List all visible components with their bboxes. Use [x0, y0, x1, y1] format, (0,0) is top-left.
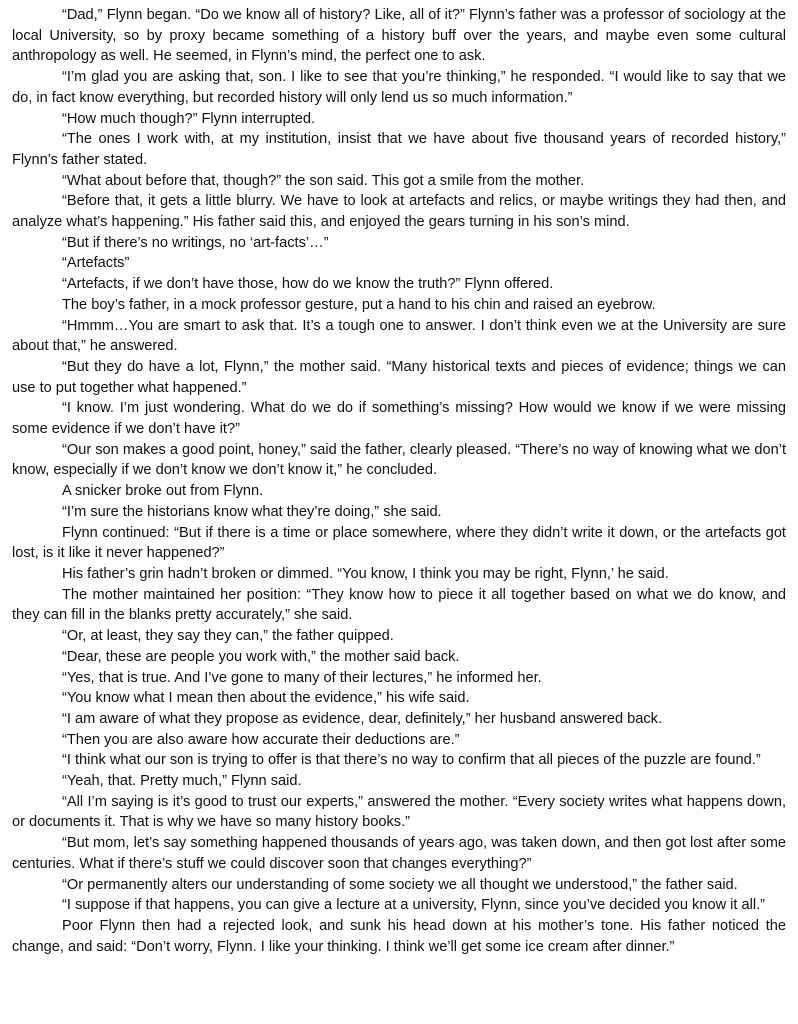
- paragraph: The boy’s father, in a mock professor gesture, put a hand to his chin and raised an eyebrow.: [62, 296, 656, 313]
- paragraph: “I know. I’m just wondering. What do we do if something’s missing? How would we know if we were missing some evidence if we don’t have it?”: [12, 400, 786, 438]
- paragraph: Flynn continued: “But if there is a time or place somewhere, where they didn’t write it down, or the artefacts got lost, is it like it never happened?”: [12, 524, 786, 562]
- paragraph: “Or permanently alters our understanding of some society we all thought we understood,” the father said.: [62, 876, 738, 893]
- paragraph: “Before that, it gets a little blurry. We have to look at artefacts and relics, or maybe writings they had then, and analyze what’s happening.” His father said this, and enjoyed the gears turning in his son’s mind.: [12, 193, 786, 231]
- paragraph: “But mom, let’s say something happened thousands of years ago, was taken down, and then got lost after some centuries. What if there’s stuff we could discover soon that changes everything?”: [12, 835, 786, 872]
- paragraph: “How much though?” Flynn interrupted.: [62, 110, 316, 127]
- paragraph: “But they do have a lot, Flynn,” the mother said. “Many historical texts and pieces of evidence; things we can use to put together what happened.”: [12, 358, 786, 396]
- paragraph: “Dear, these are people you work with,” the mother said back.: [62, 648, 460, 665]
- paragraph: His father’s grin hadn’t broken or dimmed. “You know, I think you may be right, Flynn,’ he said.: [62, 565, 669, 582]
- paragraph: “Artefacts, if we don’t have those, how do we know the truth?” Flynn offered.: [62, 276, 554, 293]
- paragraph: The mother maintained her position: “They know how to piece it all together based on what we do know, and they can fill in the blanks pretty accurately,” she said.: [12, 586, 786, 624]
- paragraph: “All I’m saying is it’s good to trust our experts,” answered the mother. “Every society writes what happens down, or documents it. That is why we have so many history books.”: [12, 793, 786, 831]
- paragraph: “Yes, that is true. And I’ve gone to many of their lectures,” he informed her.: [62, 669, 542, 686]
- paragraph: “I suppose if that happens, you can give a lecture at a university, Flynn, since you’ve decided you know it all.”: [62, 897, 766, 914]
- paragraph: A snicker broke out from Flynn.: [62, 483, 264, 500]
- paragraph: “I’m glad you are asking that, son. I like to see that you’re thinking,” he responded. “I would like to say that we do, in fact know everything, but recorded history will only lend us so much information.”: [12, 69, 786, 106]
- paragraph: “Hmmm…You are smart to ask that. It’s a tough one to answer. I don’t think even we at the University are sure about that,” he answered.: [12, 317, 786, 355]
- paragraph: “Dad,” Flynn began. “Do we know all of history? Like, all of it?” Flynn’s father was a professor of sociology at the local University, so by proxy became something of a history buff over the years, and maybe even some cultural anthropology as well. He seemed, in Flynn’s mind, the perfect one to ask.: [12, 7, 786, 65]
- paragraph: “The ones I work with, at my institution, insist that we have about five thousand years of recorded history,” Flynn’s father stated.: [12, 131, 786, 168]
- paragraph: “Our son makes a good point, honey,” said the father, clearly pleased. “There’s no way of knowing what we don’t know, especially if we don’t know we don’t know it,” he concluded.: [12, 441, 786, 479]
- paragraph: “Then you are also aware how accurate their deductions are.”: [62, 731, 460, 748]
- paragraph: “Yeah, that. Pretty much,” Flynn said.: [62, 773, 302, 790]
- paragraph: “I am aware of what they propose as evidence, dear, definitely,” her husband answered back.: [62, 710, 663, 727]
- paragraph: “Artefacts”: [62, 255, 130, 272]
- paragraph: “You know what I mean then about the evidence,” his wife said.: [62, 690, 470, 707]
- paragraph: “What about before that, though?” the son said. This got a smile from the mother.: [62, 172, 585, 189]
- paragraph: Poor Flynn then had a rejected look, and sunk his head down at his mother’s tone. His father noticed the change, and said: “Don’t worry, Flynn. I like your thinking. I think we’ll get some ice cream after dinner.”: [12, 917, 786, 955]
- paragraph: “But if there’s no writings, no ‘art-facts’…”: [62, 234, 329, 251]
- paragraph: “Or, at least, they say they can,” the father quipped.: [62, 628, 394, 645]
- paragraph: “I’m sure the historians know what they’re doing,” she said.: [62, 503, 442, 520]
- paragraph: “I think what our son is trying to offer is that there’s no way to confirm that all pieces of the puzzle are found.”: [62, 752, 761, 769]
